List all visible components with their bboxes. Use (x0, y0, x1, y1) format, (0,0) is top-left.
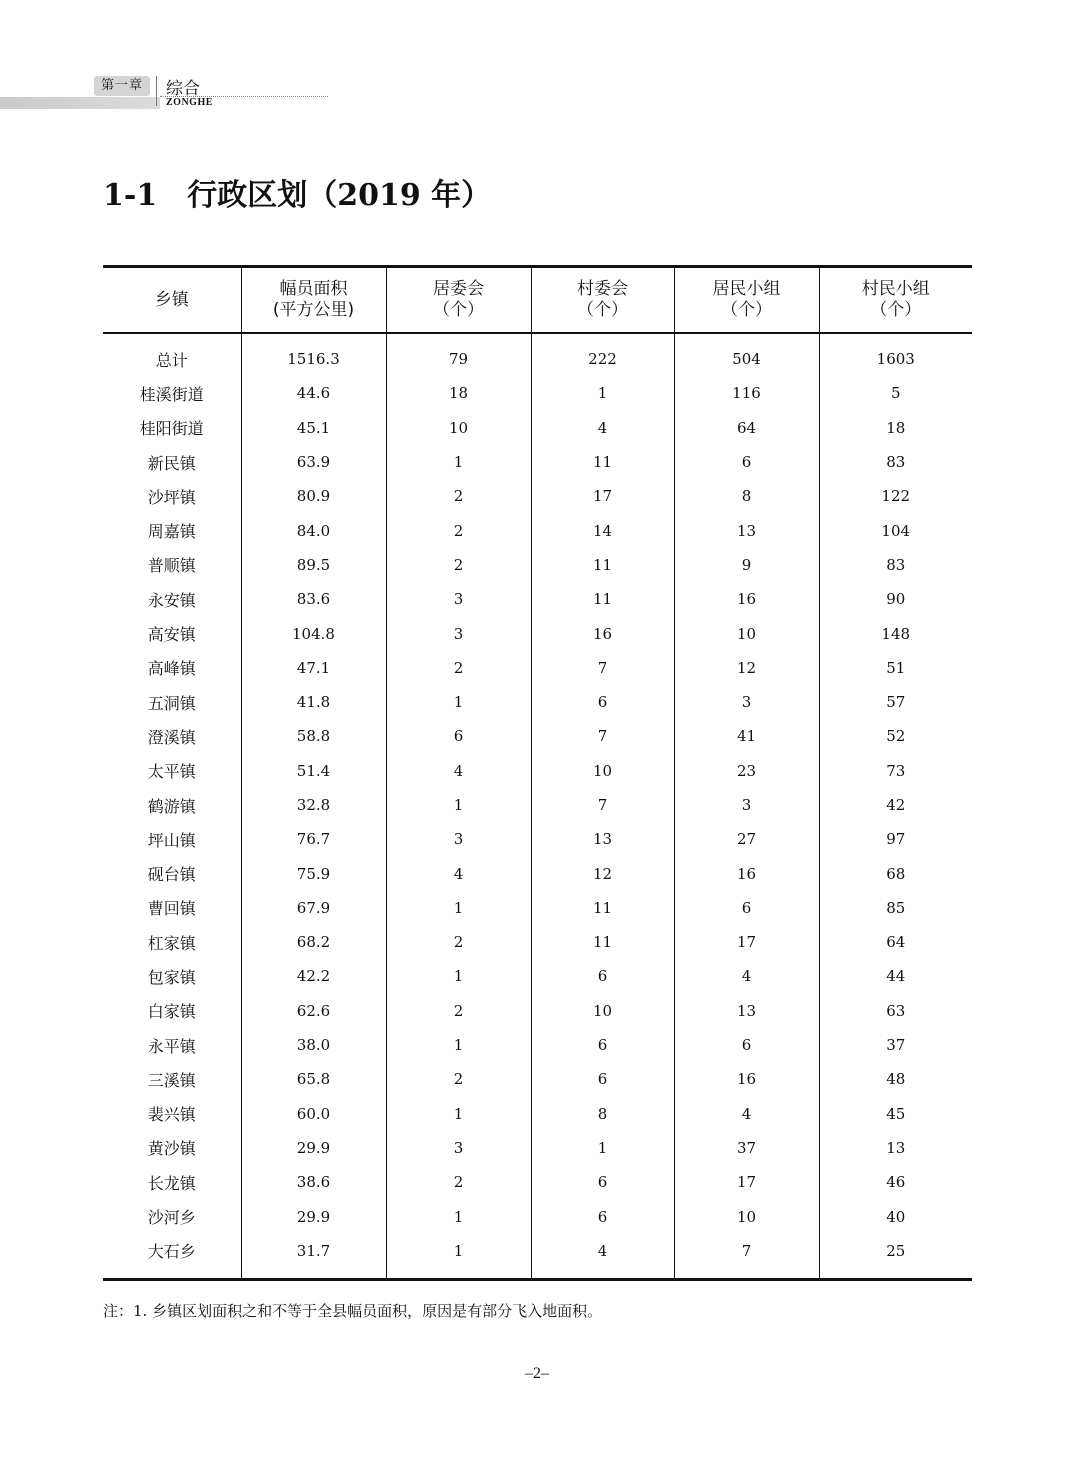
value-cell: 38.6 (241, 1165, 386, 1199)
table-row (103, 1062, 972, 1096)
value-cell: 11 (531, 548, 674, 582)
value-cell: 45.1 (241, 411, 386, 445)
value-cell: 68 (819, 856, 972, 890)
value-cell: 116 (674, 376, 819, 410)
value-cell: 63 (819, 994, 972, 1028)
value-cell: 17 (674, 925, 819, 959)
value-cell: 64 (674, 411, 819, 445)
column-header-unit: （个） (870, 300, 922, 320)
column-header-label: 居民小组 (712, 279, 781, 299)
township-name-cell: 桂溪街道 (139, 384, 204, 404)
value-cell: 29.9 (241, 1131, 386, 1165)
value-cell: 51 (819, 651, 972, 685)
value-cell: 3 (674, 685, 819, 719)
value-cell: 32.8 (241, 788, 386, 822)
value-cell: 90 (819, 582, 972, 616)
value-cell: 85 (819, 891, 972, 925)
value-cell: 46 (819, 1165, 972, 1199)
header-gray-bar (0, 97, 160, 109)
value-cell: 6 (531, 685, 674, 719)
value-cell: 13 (819, 1131, 972, 1165)
value-cell: 2 (386, 548, 531, 582)
value-cell: 23 (674, 754, 819, 788)
value-cell: 68.2 (241, 925, 386, 959)
value-cell: 84.0 (241, 513, 386, 547)
value-cell: 2 (386, 925, 531, 959)
value-cell: 222 (531, 333, 674, 376)
value-cell: 75.9 (241, 856, 386, 890)
township-name-cell: 五洞镇 (147, 693, 196, 713)
value-cell: 18 (819, 411, 972, 445)
column-header (819, 267, 972, 334)
value-cell: 16 (674, 582, 819, 616)
township-name-cell: 白家镇 (147, 1002, 196, 1022)
value-cell: 4 (674, 1097, 819, 1131)
value-cell: 2 (386, 1062, 531, 1096)
table-row (103, 1028, 972, 1062)
value-cell: 1 (386, 1097, 531, 1131)
township-name-cell: 总计 (155, 350, 188, 370)
value-cell: 11 (531, 925, 674, 959)
table-row (103, 333, 972, 376)
township-name-cell: 普顺镇 (147, 556, 196, 576)
value-cell: 122 (819, 479, 972, 513)
township-name-cell: 澄溪镇 (147, 727, 196, 747)
table-row (103, 719, 972, 753)
column-header-unit: (平方公里) (272, 300, 355, 320)
column-header-label: 居委会 (433, 279, 484, 299)
value-cell: 2 (386, 479, 531, 513)
township-name-cell: 高峰镇 (147, 659, 196, 679)
value-cell: 37 (674, 1131, 819, 1165)
table-row (103, 479, 972, 513)
value-cell: 1 (386, 788, 531, 822)
value-cell: 18 (386, 376, 531, 410)
value-cell: 65.8 (241, 1062, 386, 1096)
table-row (103, 1165, 972, 1199)
township-name-cell: 桂阳街道 (139, 419, 204, 439)
township-name-cell: 曹回镇 (147, 899, 196, 919)
column-header-label: 村民小组 (861, 279, 930, 299)
value-cell: 104 (819, 513, 972, 547)
table-row (103, 376, 972, 410)
column-header-label: 幅员面积 (279, 279, 348, 299)
value-cell: 57 (819, 685, 972, 719)
value-cell: 10 (674, 1199, 819, 1233)
value-cell: 6 (674, 891, 819, 925)
value-cell: 104.8 (241, 616, 386, 650)
table-title-text: 行政区划（2019 年） (187, 178, 492, 213)
value-cell: 6 (531, 959, 674, 993)
table-row (103, 1131, 972, 1165)
township-name-cell: 新民镇 (147, 453, 196, 473)
value-cell: 1 (386, 685, 531, 719)
value-cell: 60.0 (241, 1097, 386, 1131)
column-header (531, 267, 674, 334)
value-cell: 1 (386, 1199, 531, 1233)
township-name-cell: 太平镇 (147, 762, 196, 782)
chapter-subtitle: ZONGHE (166, 97, 213, 108)
value-cell: 10 (674, 616, 819, 650)
table-row (103, 891, 972, 925)
table-row (103, 582, 972, 616)
value-cell: 4 (386, 856, 531, 890)
value-cell: 3 (386, 616, 531, 650)
table-row (103, 1199, 972, 1233)
table-row (103, 513, 972, 547)
table-row (103, 925, 972, 959)
township-name-cell: 永平镇 (147, 1036, 196, 1056)
column-header (241, 267, 386, 334)
column-header-label: 乡镇 (154, 289, 189, 310)
value-cell: 44.6 (241, 376, 386, 410)
value-cell: 1516.3 (241, 333, 386, 376)
value-cell: 12 (531, 856, 674, 890)
header-separator (156, 76, 157, 106)
value-cell: 2 (386, 651, 531, 685)
value-cell: 1 (386, 891, 531, 925)
value-cell: 48 (819, 1062, 972, 1096)
value-cell: 1 (386, 959, 531, 993)
value-cell: 1603 (819, 333, 972, 376)
table-row (103, 1234, 972, 1280)
value-cell: 6 (674, 445, 819, 479)
value-cell: 16 (674, 856, 819, 890)
township-name-cell: 沙河乡 (147, 1208, 196, 1228)
value-cell: 2 (386, 1165, 531, 1199)
value-cell: 10 (531, 994, 674, 1028)
data-table (103, 265, 972, 1281)
township-name-cell: 周嘉镇 (147, 522, 196, 542)
township-name-cell: 杠家镇 (147, 933, 196, 953)
value-cell: 16 (674, 1062, 819, 1096)
value-cell: 47.1 (241, 651, 386, 685)
value-cell: 1 (531, 1131, 674, 1165)
value-cell: 148 (819, 616, 972, 650)
value-cell: 4 (674, 959, 819, 993)
value-cell: 25 (819, 1234, 972, 1280)
township-name-cell: 砚台镇 (147, 865, 196, 885)
column-header (386, 267, 531, 334)
value-cell: 2 (386, 513, 531, 547)
value-cell: 67.9 (241, 891, 386, 925)
value-cell: 3 (674, 788, 819, 822)
table-body (103, 333, 972, 1280)
value-cell: 6 (386, 719, 531, 753)
township-name-cell: 黄沙镇 (147, 1139, 196, 1159)
column-header-unit: （个） (433, 300, 484, 320)
table-row (103, 411, 972, 445)
table-row (103, 685, 972, 719)
value-cell: 83.6 (241, 582, 386, 616)
value-cell: 1 (386, 1234, 531, 1280)
township-name-cell: 长龙镇 (147, 1173, 196, 1193)
value-cell: 4 (531, 411, 674, 445)
table-row (103, 959, 972, 993)
value-cell: 42 (819, 788, 972, 822)
value-cell: 1 (531, 376, 674, 410)
table-row (103, 788, 972, 822)
township-name-cell: 高安镇 (147, 625, 196, 645)
value-cell: 11 (531, 891, 674, 925)
value-cell: 8 (674, 479, 819, 513)
value-cell: 7 (531, 788, 674, 822)
township-name-cell: 大石乡 (103, 1234, 241, 1280)
value-cell: 41.8 (241, 685, 386, 719)
table-row (103, 994, 972, 1028)
value-cell: 37 (819, 1028, 972, 1062)
value-cell: 10 (531, 754, 674, 788)
table-row (103, 856, 972, 890)
value-cell: 3 (386, 822, 531, 856)
page-number: –2– (525, 1365, 549, 1382)
value-cell: 76.7 (241, 822, 386, 856)
value-cell: 7 (531, 719, 674, 753)
table-row (103, 616, 972, 650)
value-cell: 5 (819, 376, 972, 410)
value-cell: 6 (674, 1028, 819, 1062)
value-cell: 45 (819, 1097, 972, 1131)
value-cell: 10 (386, 411, 531, 445)
column-header-label: 村委会 (577, 279, 628, 299)
value-cell: 31.7 (241, 1234, 386, 1280)
value-cell: 4 (531, 1234, 674, 1280)
value-cell: 79 (386, 333, 531, 376)
column-header-unit: （个） (577, 300, 628, 320)
value-cell: 63.9 (241, 445, 386, 479)
value-cell: 83 (819, 445, 972, 479)
value-cell: 52 (819, 719, 972, 753)
township-name-cell: 沙坪镇 (147, 487, 196, 507)
township-name-cell: 坪山镇 (147, 830, 196, 850)
table-header (103, 267, 972, 334)
value-cell: 41 (674, 719, 819, 753)
value-cell: 51.4 (241, 754, 386, 788)
value-cell: 16 (531, 616, 674, 650)
value-cell: 62.6 (241, 994, 386, 1028)
table-row (103, 1097, 972, 1131)
table-title (103, 170, 491, 214)
value-cell: 7 (531, 651, 674, 685)
value-cell: 9 (674, 548, 819, 582)
value-cell: 6 (531, 1199, 674, 1233)
value-cell: 58.8 (241, 719, 386, 753)
column-header-unit: （个） (721, 300, 772, 320)
value-cell: 40 (819, 1199, 972, 1233)
value-cell: 80.9 (241, 479, 386, 513)
value-cell: 44 (819, 959, 972, 993)
value-cell: 13 (674, 994, 819, 1028)
column-header (674, 267, 819, 334)
value-cell: 504 (674, 333, 819, 376)
value-cell: 97 (819, 822, 972, 856)
value-cell: 89.5 (241, 548, 386, 582)
value-cell: 64 (819, 925, 972, 959)
table-row (103, 651, 972, 685)
township-name-cell: 包家镇 (147, 967, 196, 987)
value-cell: 38.0 (241, 1028, 386, 1062)
township-name-cell: 永安镇 (147, 590, 196, 610)
township-name-cell: 三溪镇 (147, 1070, 196, 1090)
value-cell: 11 (531, 582, 674, 616)
value-cell: 1 (386, 445, 531, 479)
value-cell: 17 (531, 479, 674, 513)
value-cell: 83 (819, 548, 972, 582)
value-cell: 2 (386, 994, 531, 1028)
footnote: 注：1. 乡镇区划面积之和不等于全县幅员面积，原因是有部分飞入地面积。 (103, 1302, 603, 1320)
value-cell: 3 (386, 582, 531, 616)
table-number: 1-1 (103, 178, 158, 213)
table-row (103, 754, 972, 788)
value-cell: 8 (531, 1097, 674, 1131)
value-cell: 27 (674, 822, 819, 856)
chapter-title: 综合 (166, 79, 200, 99)
column-header (103, 267, 241, 334)
value-cell: 6 (531, 1028, 674, 1062)
value-cell: 3 (386, 1131, 531, 1165)
value-cell: 29.9 (241, 1199, 386, 1233)
table-row (103, 548, 972, 582)
value-cell: 42.2 (241, 959, 386, 993)
chapter-badge: 第一章 (94, 76, 150, 96)
value-cell: 6 (531, 1165, 674, 1199)
value-cell: 7 (674, 1234, 819, 1280)
value-cell: 17 (674, 1165, 819, 1199)
township-name-cell: 裴兴镇 (147, 1105, 196, 1125)
table-row (103, 822, 972, 856)
value-cell: 14 (531, 513, 674, 547)
value-cell: 6 (531, 1062, 674, 1096)
table-row (103, 445, 972, 479)
value-cell: 11 (531, 445, 674, 479)
value-cell: 12 (674, 651, 819, 685)
township-name-cell: 鹤游镇 (147, 796, 196, 816)
value-cell: 13 (674, 513, 819, 547)
value-cell: 1 (386, 1028, 531, 1062)
value-cell: 73 (819, 754, 972, 788)
header-row (103, 267, 972, 334)
value-cell: 4 (386, 754, 531, 788)
value-cell: 13 (531, 822, 674, 856)
